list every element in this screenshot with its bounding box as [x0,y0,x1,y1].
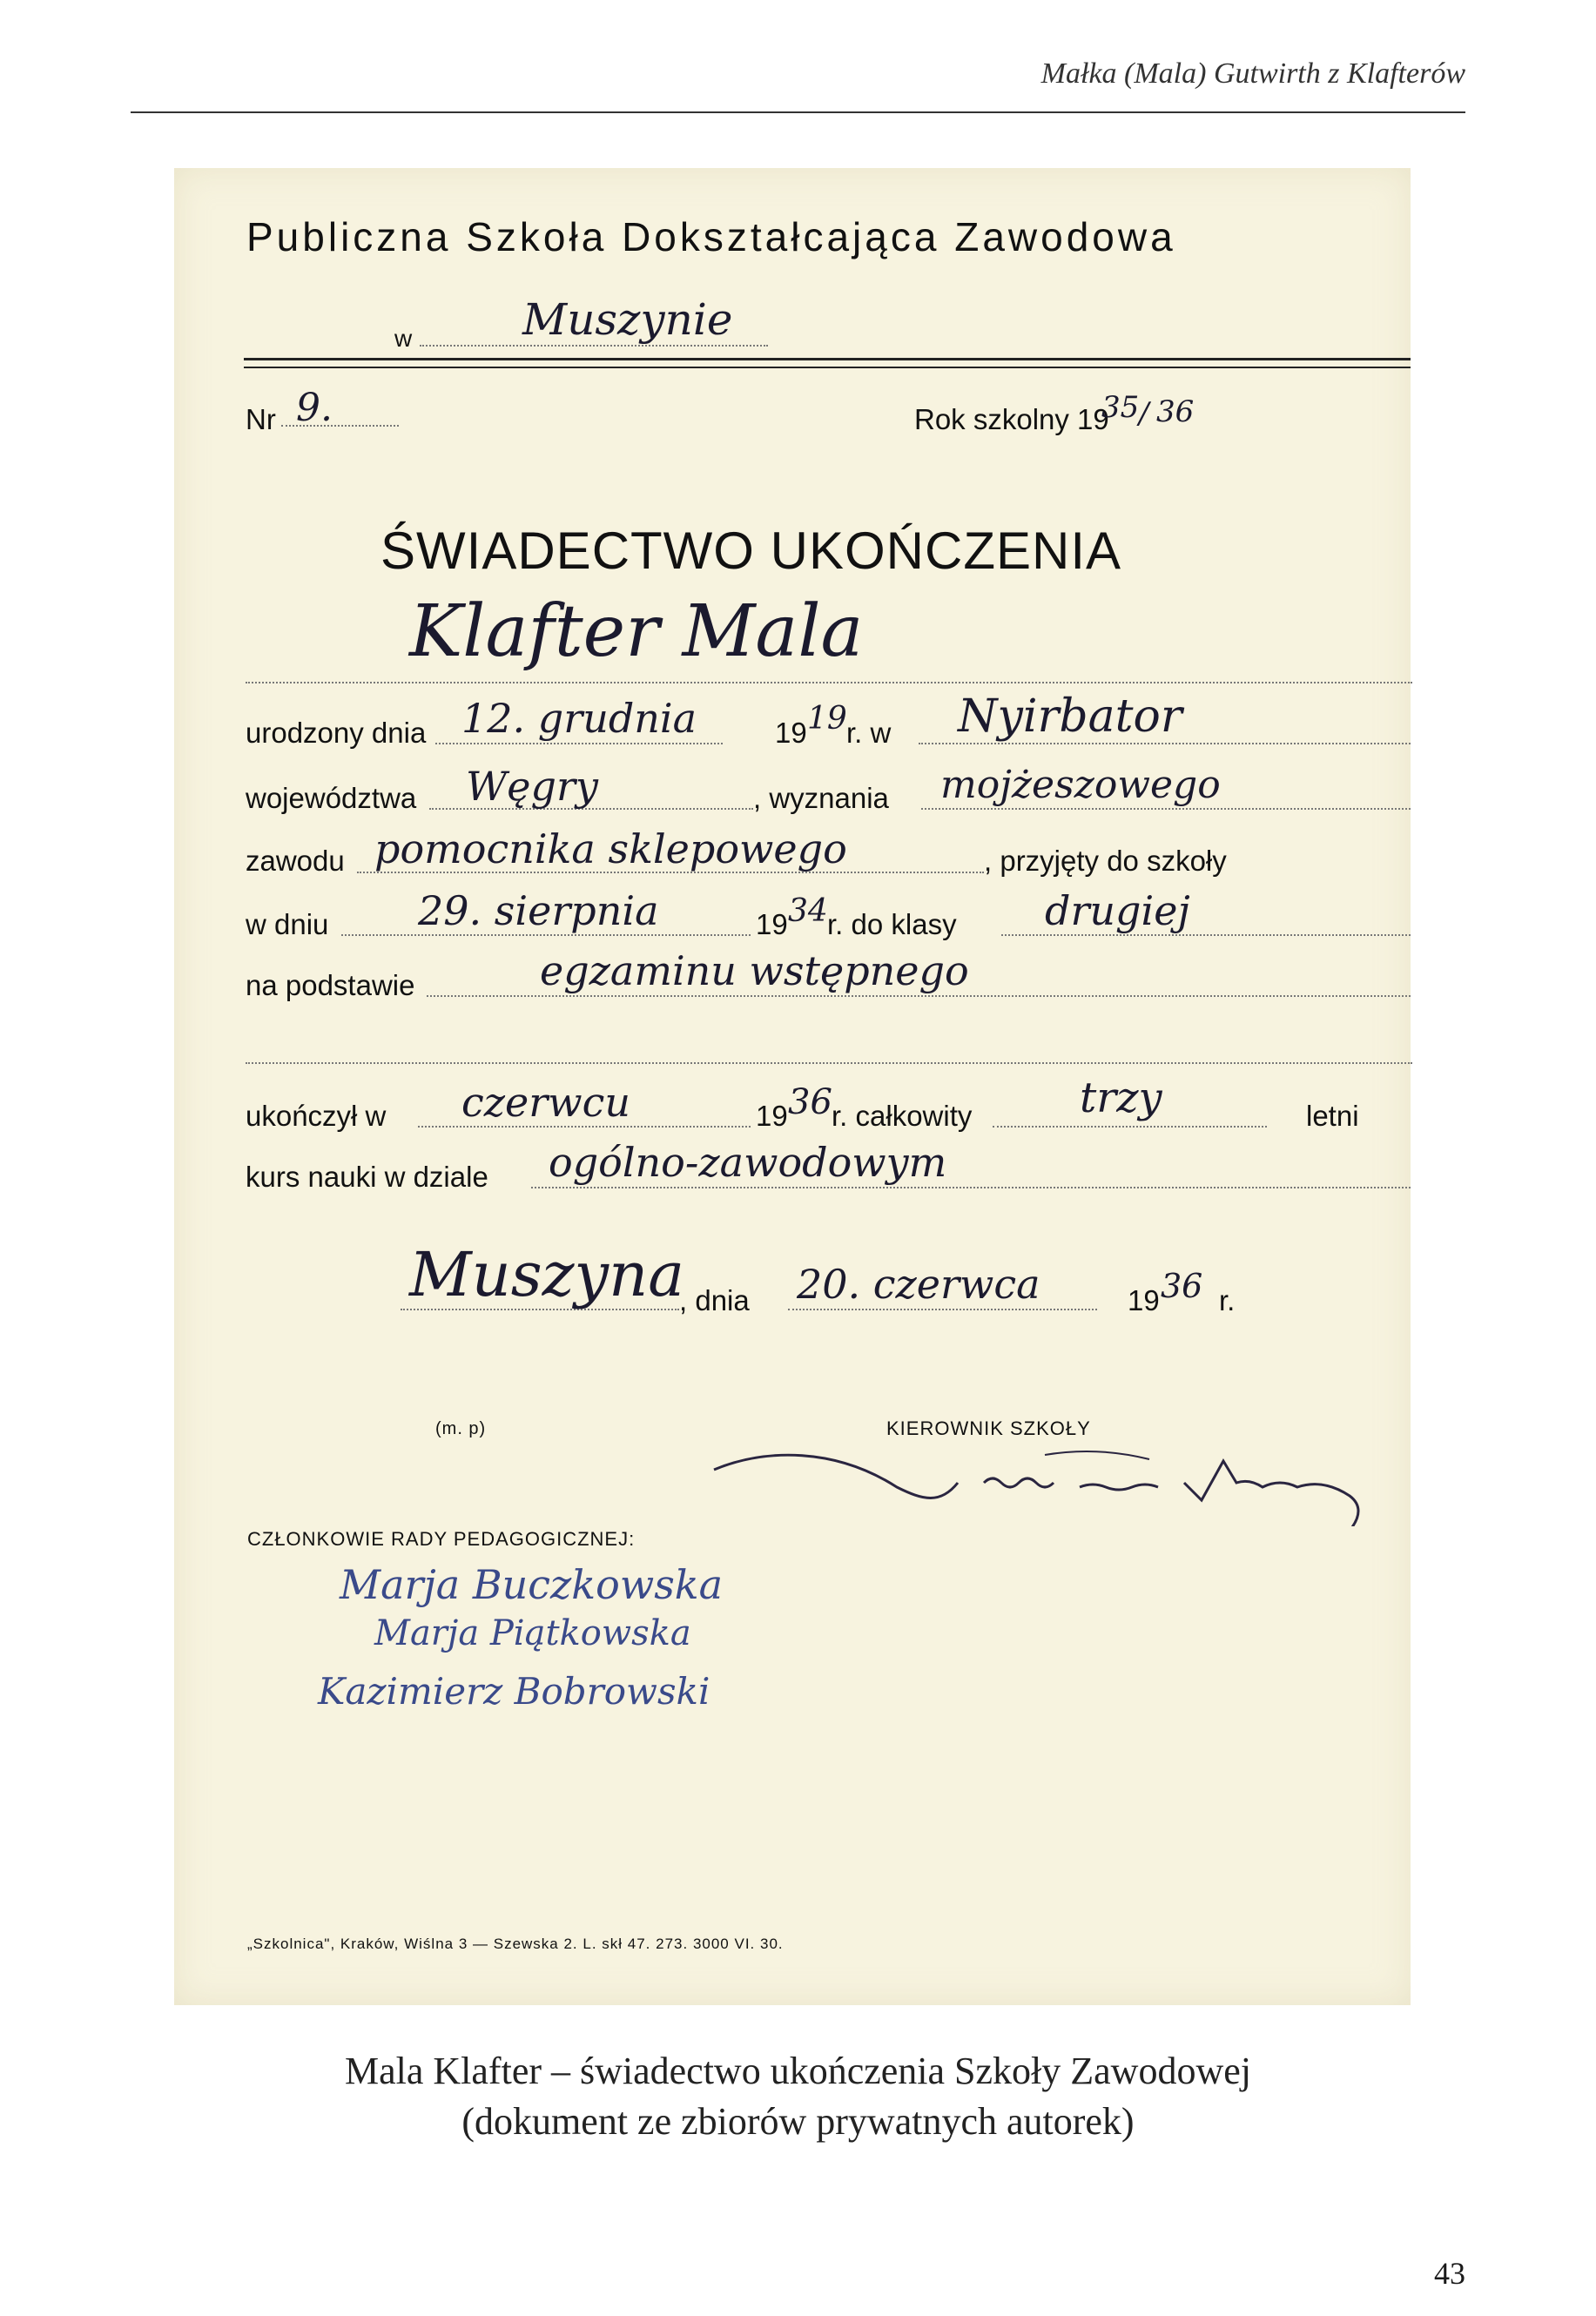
occupation-handwriting: pomocnika sklepowego [374,825,847,872]
religion-label: , wyznania [753,782,889,814]
religion-dots [921,808,1411,810]
issued-year-prefix: 19 [1128,1284,1160,1316]
years-dots [993,1126,1267,1128]
printer-imprint: „Szkolnica", Kraków, Wiślna 3 — Szewska 2. L. skł 47. 273. 3000 VI. 30. [247,1936,784,1952]
seal-label: (m. p) [435,1419,487,1438]
principal-signature [697,1422,1411,1526]
name-dots [246,682,1412,683]
w-dots [420,345,768,347]
birth-label: urodzony dnia [246,717,427,749]
religion-handwriting: mojżeszowego [940,763,1221,807]
birth-place-dots [919,743,1411,744]
issued-dnia-label: , dnia [679,1284,750,1316]
caption-line-1: Mala Klafter – świadectwo ukończenia Szkoły Zawodowej [345,2050,1251,2092]
issued-place-handwriting: Muszyna [409,1239,684,1310]
letni-label: letni [1306,1100,1359,1132]
council-signature-3: Kazimierz Bobrowski [318,1670,710,1713]
issued-year-handwriting: 36 [1161,1267,1203,1305]
issued-date-handwriting: 20. czerwca [797,1261,1040,1308]
rok-handwriting-b: 36 [1156,394,1195,429]
course-dots [531,1187,1411,1188]
birth-year-prefix: 19 [775,717,807,749]
total-label: r. całkowity [832,1100,973,1132]
basis-dots [427,995,1411,997]
issued-date-dots [788,1309,1097,1310]
issued-r-label: r. [1219,1284,1236,1316]
rok-handwriting-a: 35 [1101,390,1140,425]
birth-date-dots [435,743,723,744]
voivodeship-label: województwa [246,782,417,814]
birth-year-handwriting: 19 [807,701,847,737]
birth-date-handwriting: 12. grudnia [461,695,697,742]
admission-year-prefix: 19 [756,908,788,940]
w-handwriting: Muszynie [522,294,733,345]
council-signature-1: Marja Buczkowska [340,1561,724,1608]
school-name: Publiczna Szkoła Dokształcająca Zawodowa [246,214,1176,259]
birth-place-handwriting: Nyirbator [958,690,1182,743]
header-rule [131,111,1465,113]
voivodeship-handwriting: Węgry [466,763,598,810]
completion-year-handwriting: 36 [788,1082,832,1122]
council-label: CZŁONKOWIE RADY PEDAGOGICZNEJ: [247,1528,636,1550]
student-name-handwriting: Klafter Mala [409,590,864,673]
occupation-label: zawodu [246,845,345,877]
nr-handwriting: 9. [296,386,333,430]
admitted-label: , przyjęty do szkoły [984,845,1227,877]
council-signature-2: Marja Piątkowska [374,1613,691,1653]
birth-r-w-label: r. w [846,717,892,749]
separator-dots [246,1062,1412,1064]
certificate-scan [174,168,1411,2005]
admission-label: w dniu [246,908,329,940]
rok-separator: / [1139,396,1149,431]
page-number: 43 [1434,2256,1465,2291]
admission-year-handwriting: 34 [788,893,828,929]
basis-label: na podstawie [246,969,415,1001]
class-handwriting: drugiej [1045,887,1190,934]
years-handwriting: trzy [1080,1074,1162,1122]
principal-label: KIEROWNIK SZKOŁY [886,1417,1091,1439]
running-head: Małka (Mala) Gutwirth z Klafterów [1040,57,1465,90]
caption-line-2: (dokument ze zbiorów prywatnych autorek) [461,2100,1135,2143]
admission-date-handwriting: 29. sierpnia [418,887,659,934]
completion-label: ukończył w [246,1100,387,1132]
double-rule-bottom [244,367,1411,368]
course-label: kurs nauki w dziale [246,1161,488,1193]
basis-handwriting: egzaminu wstępnego [540,947,969,994]
completion-month-dots [418,1126,751,1128]
class-label: r. do klasy [827,908,957,940]
course-handwriting: ogólno-zawodowym [549,1139,947,1186]
completion-year-prefix: 19 [756,1100,788,1132]
nr-label: Nr [246,403,276,435]
certificate-title: ŚWIADECTWO UKOŃCZENIA [380,522,1122,580]
w-label: w [394,325,413,352]
rok-label: Rok szkolny 19 [914,403,1109,435]
class-dots [1001,934,1411,936]
completion-month-handwriting: czerwcu [461,1079,630,1126]
double-rule-top [244,358,1411,360]
admission-date-dots [341,934,751,936]
